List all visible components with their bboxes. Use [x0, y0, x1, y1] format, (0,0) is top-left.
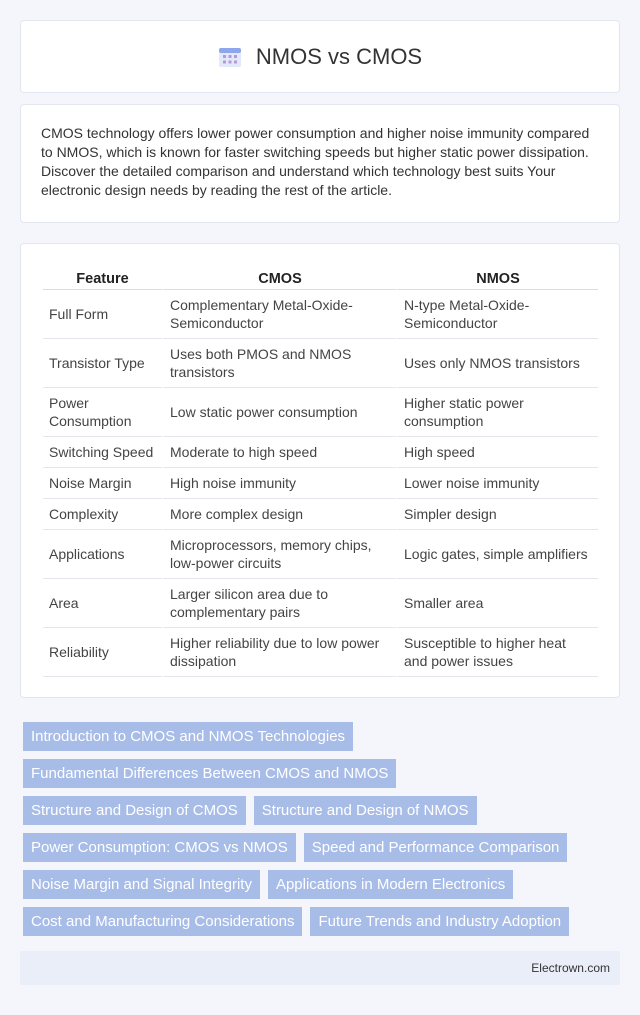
cell-feature: Area [43, 579, 162, 628]
topic-tag-power-consumption[interactable]: Power Consumption: CMOS vs NMOS [23, 833, 296, 862]
cell-cmos: Larger silicon area due to complementary pairs [162, 579, 396, 628]
tag-row [23, 722, 613, 751]
tag-row [23, 796, 613, 825]
cell-feature: Transistor Type [43, 339, 162, 388]
cell-nmos: High speed [396, 437, 598, 468]
cell-nmos: Lower noise immunity [396, 468, 598, 499]
cell-cmos: High noise immunity [162, 468, 396, 499]
intro-paragraph: CMOS technology offers lower power consumption and higher noise immunity compared to NMOS, which is known for faster switching speeds but higher static power dissipation. Discover the detailed comparison and understand which technology best suits Your electronic design needs by reading the rest of the article. [41, 125, 590, 198]
table-row [43, 628, 598, 677]
cell-feature: Applications [43, 530, 162, 579]
tag-row [23, 870, 613, 899]
topic-tag-fundamental-differences[interactable]: Fundamental Differences Between CMOS and NMOS [23, 759, 396, 788]
topic-tag-applications[interactable]: Applications in Modern Electronics [268, 870, 513, 899]
cell-cmos: Complementary Metal-Oxide-Semiconductor [162, 290, 396, 339]
topic-tag-structure-nmos[interactable]: Structure and Design of NMOS [254, 796, 477, 825]
cell-nmos: Higher static power consumption [396, 388, 598, 437]
cell-nmos: Uses only NMOS transistors [396, 339, 598, 388]
title-card [20, 20, 620, 93]
cell-feature: Complexity [43, 499, 162, 530]
topic-tag-introduction[interactable]: Introduction to CMOS and NMOS Technologies [23, 722, 353, 751]
cell-nmos: Simpler design [396, 499, 598, 530]
tag-row [23, 833, 613, 862]
intro-card [20, 104, 620, 223]
cell-cmos: Moderate to high speed [162, 437, 396, 468]
topic-tag-structure-cmos[interactable]: Structure and Design of CMOS [23, 796, 246, 825]
table-header-row [43, 265, 598, 290]
table-row [43, 437, 598, 468]
table-row [43, 499, 598, 530]
cell-nmos: Susceptible to higher heat and power issues [396, 628, 598, 677]
comparison-table [43, 265, 598, 677]
cell-feature: Switching Speed [43, 437, 162, 468]
tag-row [23, 759, 613, 788]
topic-tag-noise-margin[interactable]: Noise Margin and Signal Integrity [23, 870, 260, 899]
cell-nmos: Smaller area [396, 579, 598, 628]
topic-tags [23, 722, 613, 944]
table-row [43, 290, 598, 339]
topic-tag-future-trends[interactable]: Future Trends and Industry Adoption [310, 907, 569, 936]
footer [20, 951, 620, 985]
footer-site-name[interactable]: Electrown.com [531, 961, 610, 975]
topic-tag-speed-performance[interactable]: Speed and Performance Comparison [304, 833, 568, 862]
cell-feature: Reliability [43, 628, 162, 677]
calendar-icon [218, 46, 242, 68]
cell-nmos: Logic gates, simple amplifiers [396, 530, 598, 579]
cell-cmos: Uses both PMOS and NMOS transistors [162, 339, 396, 388]
cell-cmos: Microprocessors, memory chips, low-power circuits [162, 530, 396, 579]
table-row [43, 530, 598, 579]
cell-feature: Noise Margin [43, 468, 162, 499]
table-row [43, 579, 598, 628]
table-row [43, 339, 598, 388]
topic-tag-cost-manufacturing[interactable]: Cost and Manufacturing Considerations [23, 907, 302, 936]
page-title: NMOS vs CMOS [255, 43, 423, 69]
table-row [43, 388, 598, 437]
header-cmos: CMOS [162, 265, 396, 290]
cell-feature: Power Consumption [43, 388, 162, 437]
cell-nmos: N-type Metal-Oxide-Semiconductor [396, 290, 598, 339]
cell-cmos: Higher reliability due to low power dissipation [162, 628, 396, 677]
header-nmos: NMOS [396, 265, 598, 290]
tag-row [23, 907, 613, 936]
header-feature: Feature [43, 265, 162, 290]
cell-feature: Full Form [43, 290, 162, 339]
comparison-table-card [20, 243, 620, 698]
cell-cmos: Low static power consumption [162, 388, 396, 437]
table-row [43, 468, 598, 499]
cell-cmos: More complex design [162, 499, 396, 530]
